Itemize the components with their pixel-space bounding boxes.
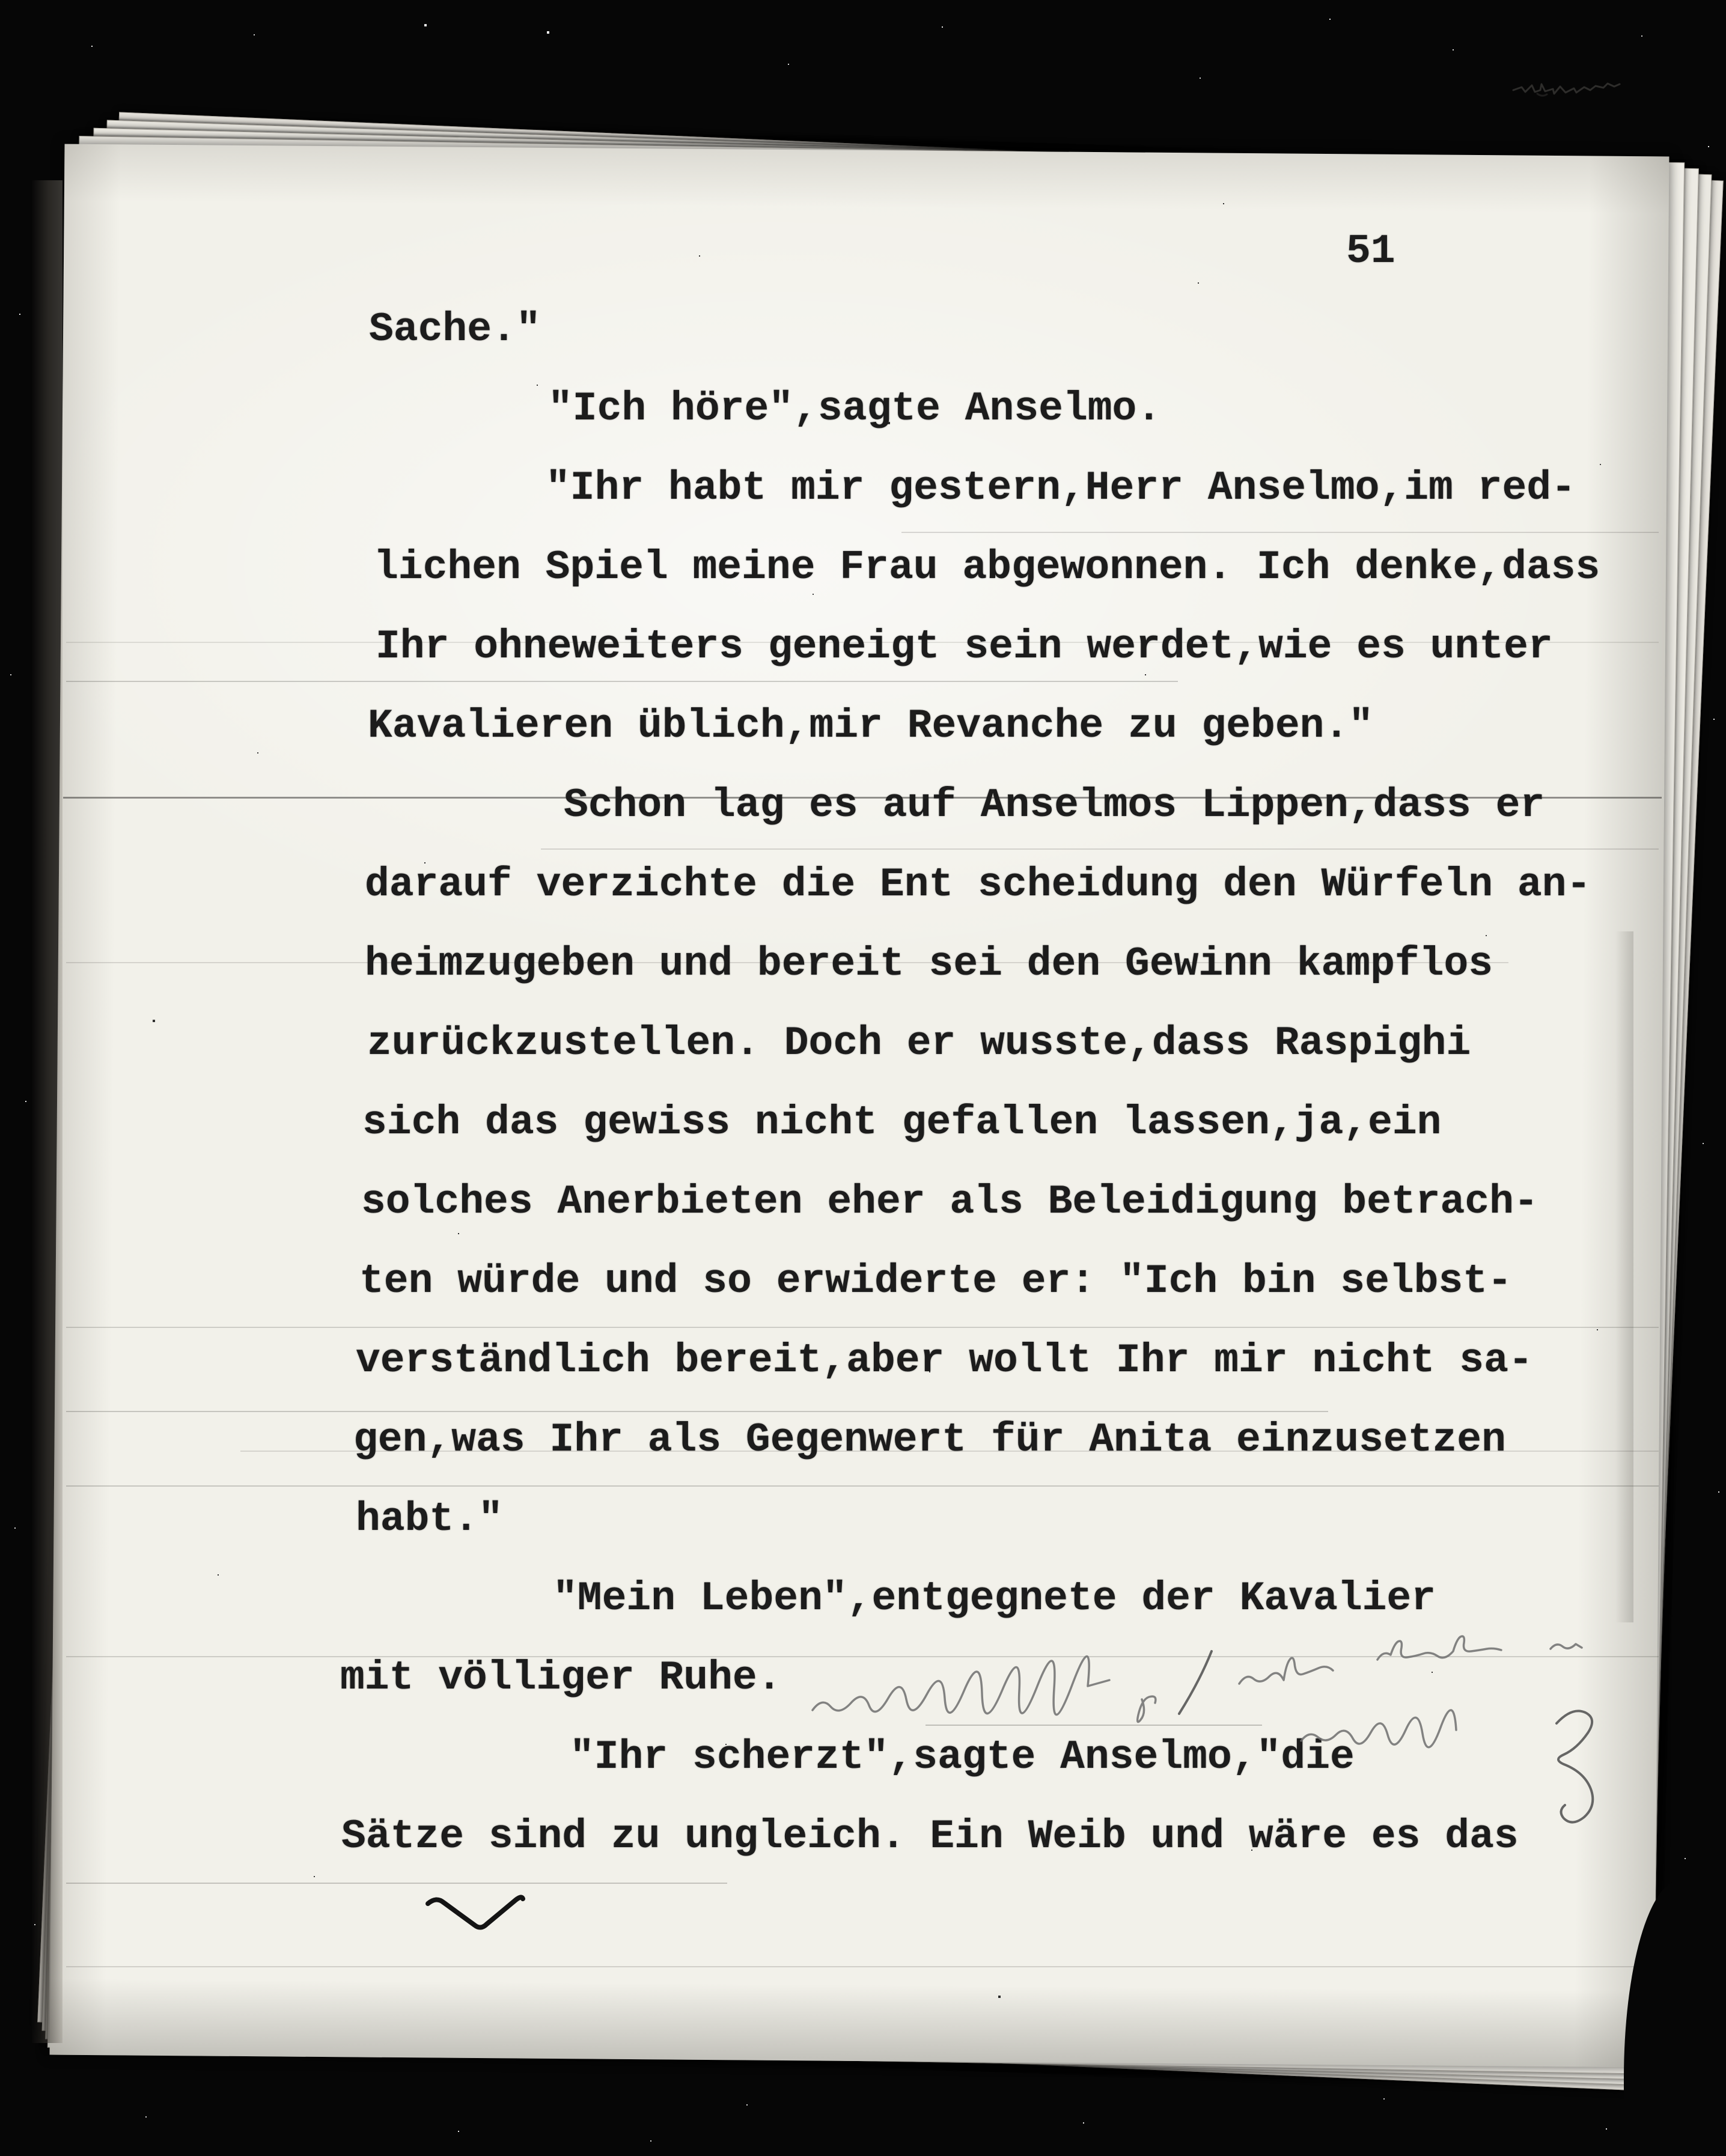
page-number: 51 xyxy=(1346,228,1395,275)
edge-scribble-handwriting xyxy=(1513,84,1620,96)
typed-line: Ihr ohneweiters geneigt sein werdet,wie es unter xyxy=(376,624,1553,670)
typed-line: habt." xyxy=(356,1496,503,1542)
typed-line: "Ich höre",sagte Anselmo. xyxy=(548,386,1162,432)
scan-line xyxy=(66,681,1178,682)
paper-right-edge-shading xyxy=(1615,931,1633,1622)
typed-line: Sache." xyxy=(369,306,541,353)
typed-line: heimzugeben und bereit sei den Gewinn kampflos xyxy=(365,941,1493,987)
scan-line xyxy=(66,1966,1659,1967)
typed-line: verständlich bereit,aber wollt Ihr mir nicht sa- xyxy=(356,1338,1533,1384)
scan-line xyxy=(66,1485,1659,1487)
scan-line xyxy=(541,848,1659,850)
typed-line: gen,was Ihr als Gegenwert für Anita einzusetzen xyxy=(353,1417,1506,1463)
scan-line xyxy=(66,1656,1659,1657)
typed-line: lichen Spiel meine Frau abgewonnen. Ich denke,dass xyxy=(374,544,1600,591)
typed-line: "Ihr scherzt",sagte Anselmo,"die xyxy=(570,1734,1355,1780)
paper-dust-speckles xyxy=(0,0,1,1)
typed-line: "Mein Leben",entgegnete der Kavalier xyxy=(553,1576,1436,1622)
typed-line: "Ihr habt mir gestern,Herr Anselmo,im red- xyxy=(546,465,1576,511)
scan-line xyxy=(926,1725,1262,1726)
typed-line: Sätze sind zu ungleich. Ein Weib und wäre es das xyxy=(341,1813,1519,1860)
typed-line: sich das gewiss nicht gefallen lassen,ja,ein xyxy=(362,1100,1442,1146)
typed-line: Kavalieren üblich,mir Revanche zu geben." xyxy=(368,703,1374,749)
paper-left-edge-shadow xyxy=(31,180,63,2043)
typed-line: zurückzustellen. Doch er wusste,dass Raspighi xyxy=(367,1020,1471,1067)
scan-line xyxy=(66,1883,727,1884)
typed-line: darauf verzichte die Ent scheidung den Würfeln an- xyxy=(365,862,1591,908)
typed-line: solches Anerbieten eher als Beleidigung betrach- xyxy=(361,1179,1538,1225)
scan-line xyxy=(901,532,1659,533)
scan-line xyxy=(66,1327,1659,1328)
typed-line: Schon lag es auf Anselmos Lippen,dass er xyxy=(564,782,1545,829)
scan-line xyxy=(66,1411,1328,1412)
typed-line: ten würde und so erwiderte er: "Ich bin selbst- xyxy=(359,1258,1512,1305)
typed-line: mit völliger Ruhe. xyxy=(340,1655,782,1701)
